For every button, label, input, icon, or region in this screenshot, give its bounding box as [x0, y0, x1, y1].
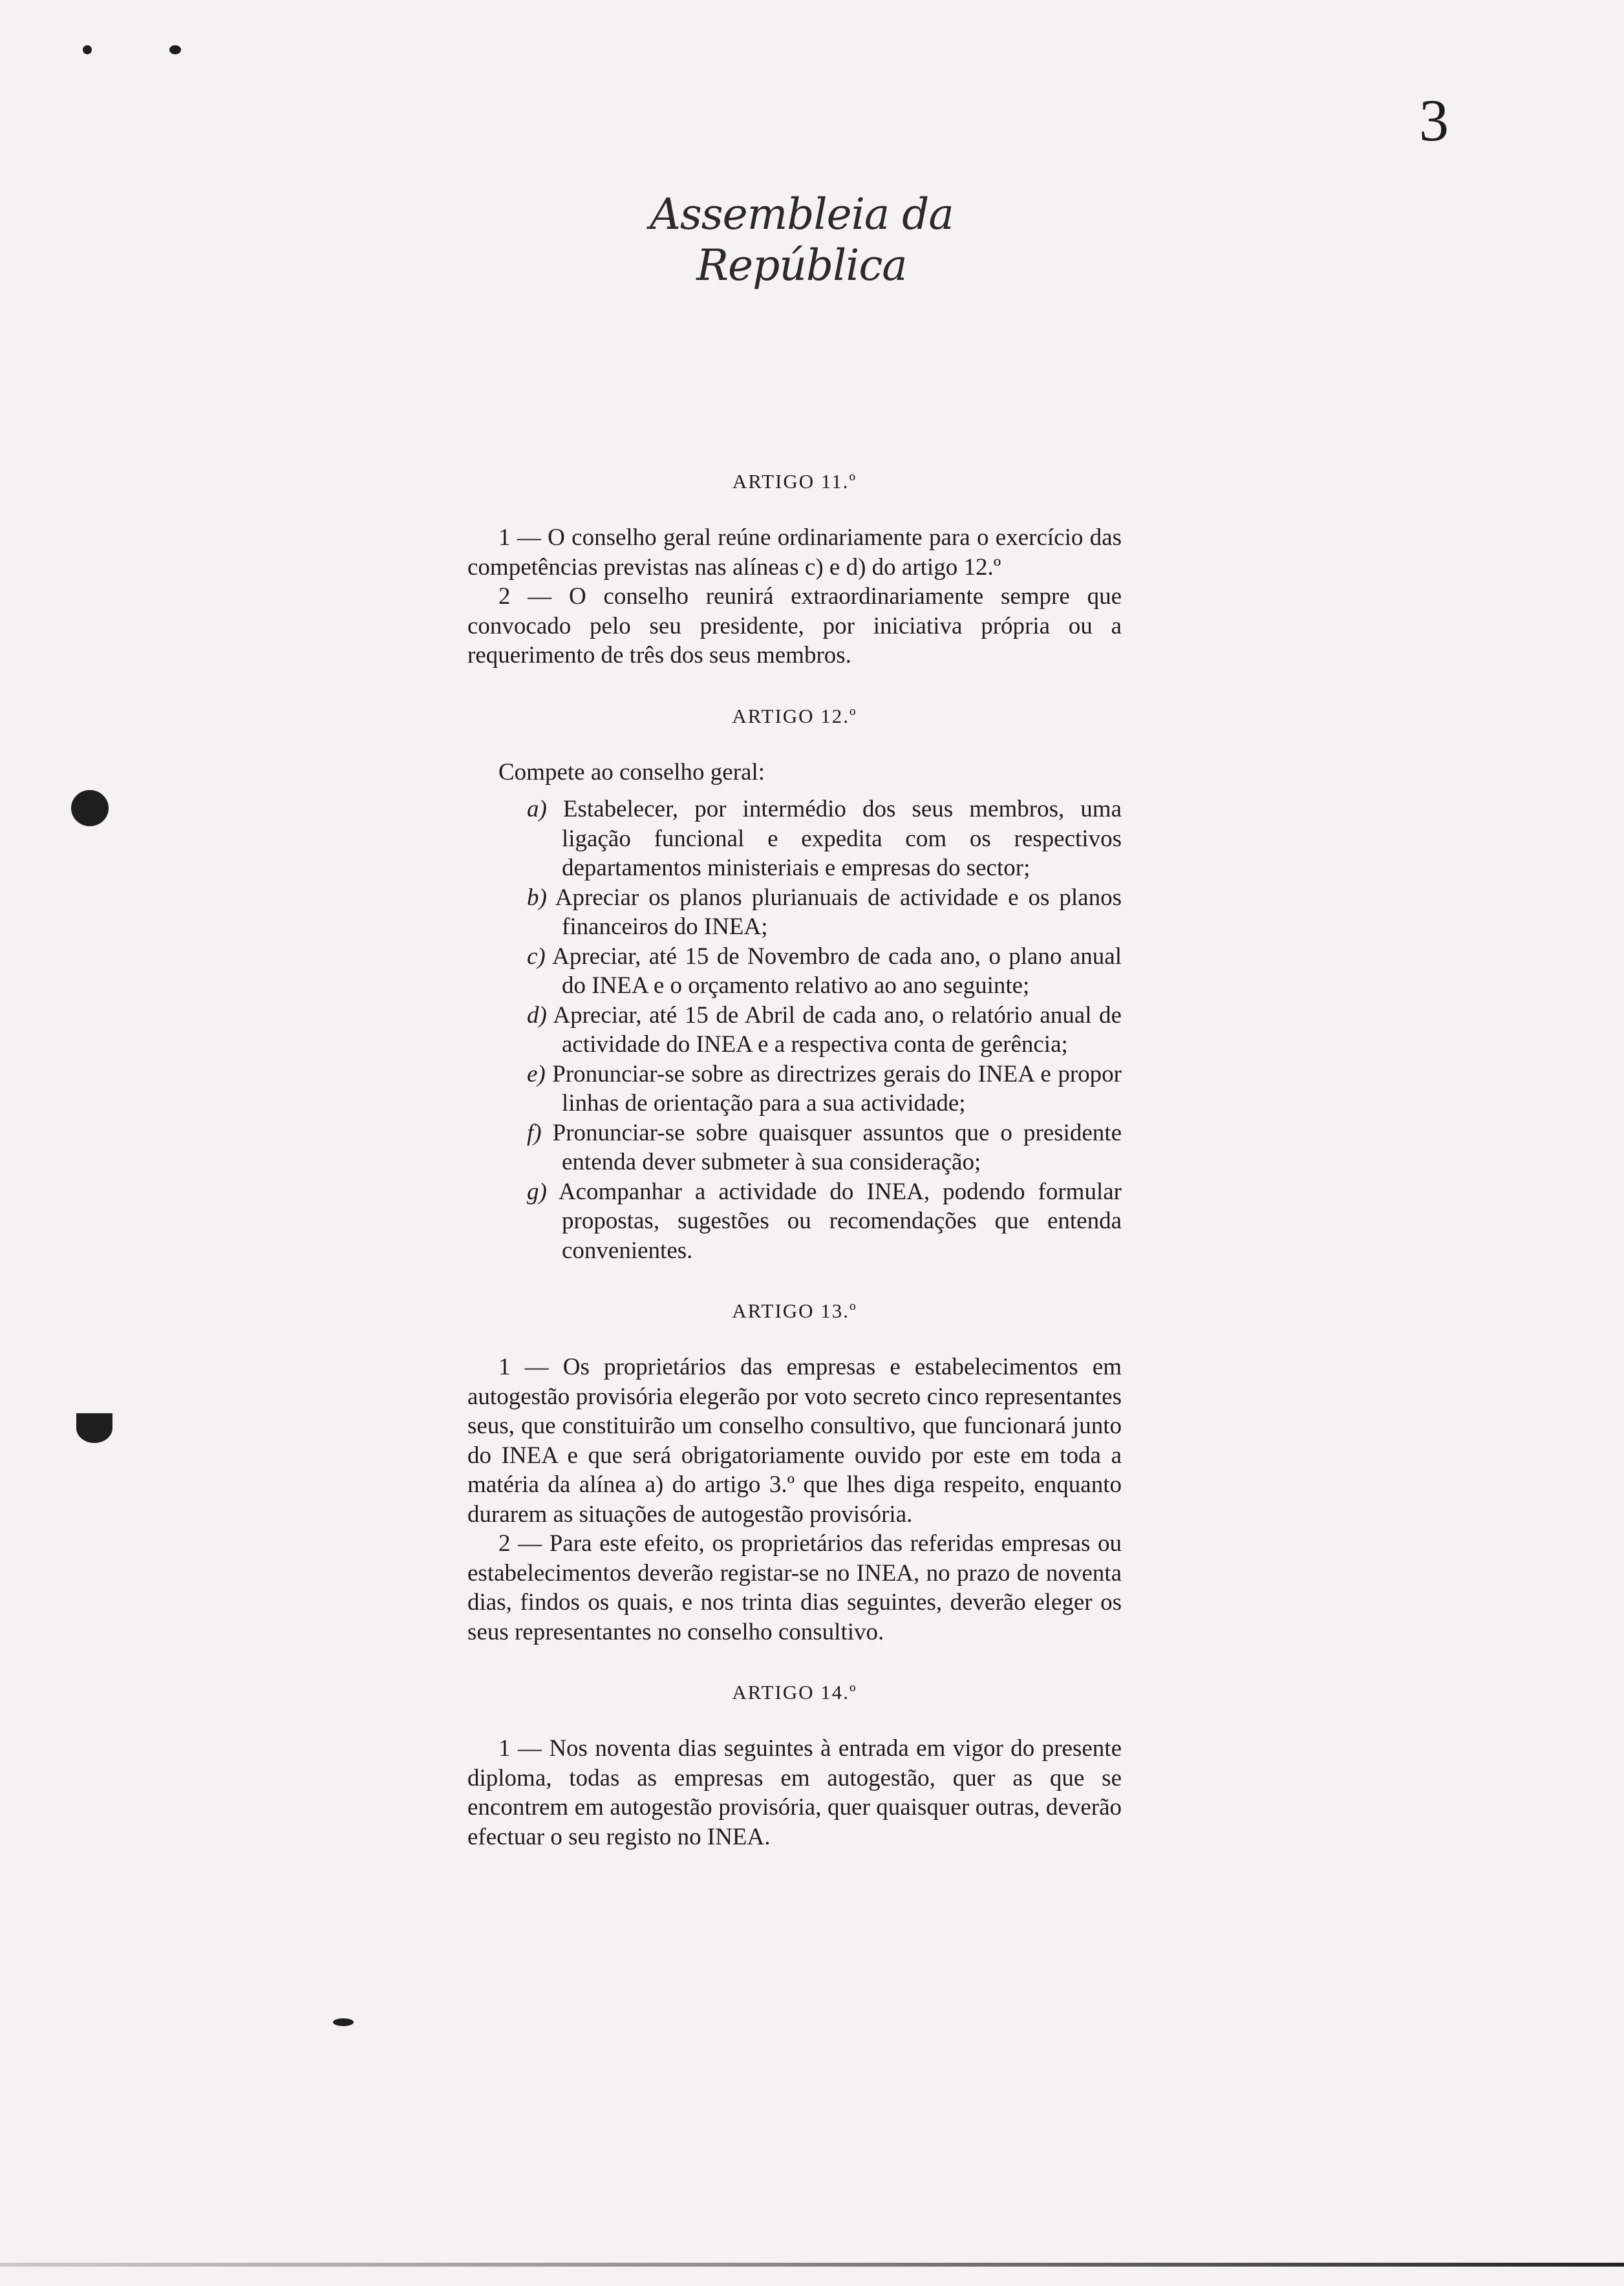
article-title: ARTIGO 14.º: [732, 1681, 857, 1704]
paragraph: 2 — Para este efeito, os proprietários das referidas empresas ou estabelecimentos deverão registar-se no INEA, no prazo de noventa dias, findos os quais, e nos trinta dias seguintes, deverão eleger os seus representantes no conselho consultivo.: [467, 1530, 1122, 1645]
document-body: [467, 467, 1122, 1883]
article-12: [467, 701, 1122, 1266]
item-text: Apreciar, até 15 de Abril de cada ano, o relatório anual de actividade do INEA e a respectiva conta de gerência;: [553, 1001, 1122, 1058]
speck-mark: [333, 2018, 354, 2026]
page-number: 3: [1419, 87, 1449, 153]
article-11: [467, 467, 1122, 670]
paragraph: 1 — O conselho geral reúne ordinariamente para o exercício das competências previstas nas alíneas c) e d) do artigo 12.º: [467, 524, 1122, 581]
item-text: Pronunciar-se sobre as directrizes gerais do INEA e propor linhas de orientação para a sua actividade;: [552, 1060, 1122, 1116]
item-label: c): [527, 943, 546, 970]
item-label: a): [527, 796, 547, 822]
article-title: ARTIGO 11.º: [732, 470, 857, 493]
article-intro: Compete ao conselho geral:: [498, 758, 765, 785]
list-item: [467, 795, 1122, 883]
paragraph: 1 — Nos noventa dias seguintes à entrada em vigor do presente diploma, todas as empresas em autogestão, quer as que se encontrem em autogestão provisória, quer quaisquer outras, deverão efectuar o seu registo no INEA.: [467, 1735, 1122, 1850]
paragraph: 2 — O conselho reunirá extraordinariamente sempre que convocado pelo seu presidente, por iniciativa própria ou a requerimento de três dos seus membros.: [467, 583, 1122, 668]
list-item: [467, 883, 1122, 942]
list-item: [467, 1001, 1122, 1060]
article-14: [467, 1678, 1122, 1852]
speck-mark: [169, 45, 181, 54]
item-text: Estabelecer, por intermédio dos seus membros, uma ligação funcional e expedita com os respectivos departamentos ministeriais e empresas do sector;: [562, 796, 1122, 881]
letterhead-title: Assembleia da República: [650, 189, 954, 291]
item-text: Pronunciar-se sobre quaisquer assuntos que o presidente entenda dever submeter à sua consideração;: [552, 1119, 1122, 1175]
punch-hole-mark: [71, 790, 109, 826]
bottom-scan-rule: [0, 2263, 1624, 2267]
item-label: f): [527, 1119, 542, 1146]
list-item: [467, 1118, 1122, 1177]
competence-list: [467, 795, 1122, 1265]
item-label: g): [527, 1178, 547, 1205]
item-label: d): [527, 1001, 547, 1029]
article-title: ARTIGO 12.º: [732, 704, 857, 727]
item-label: b): [527, 884, 547, 911]
article-13: [467, 1296, 1122, 1647]
list-item: [467, 1177, 1122, 1266]
punch-hole-mark: [76, 1413, 112, 1443]
list-item: [467, 1060, 1122, 1118]
paragraph: 1 — Os proprietários das empresas e estabelecimentos em autogestão provisória elegerão por voto secreto cinco representantes seus, que constituirão um conselho consultivo, que funcionará junto do INEA e que será obrigatoriamente ouvido por este em toda a matéria da alínea a) do artigo 3.º que lhes diga respeito, enquanto durarem as situações de autogestão provisória.: [467, 1354, 1122, 1528]
item-text: Apreciar os planos plurianuais de actividade e os planos financeiros do INEA;: [555, 884, 1122, 940]
item-text: Acompanhar a actividade do INEA, podendo formular propostas, sugestões ou recomendações que entenda convenientes.: [558, 1178, 1122, 1264]
article-title: ARTIGO 13.º: [732, 1299, 857, 1322]
speck-mark: [83, 45, 92, 54]
item-text: Apreciar, até 15 de Novembro de cada ano, o plano anual do INEA e o orçamento relativo ao ano seguinte;: [552, 943, 1122, 999]
item-label: e): [527, 1060, 546, 1087]
list-item: [467, 942, 1122, 1001]
